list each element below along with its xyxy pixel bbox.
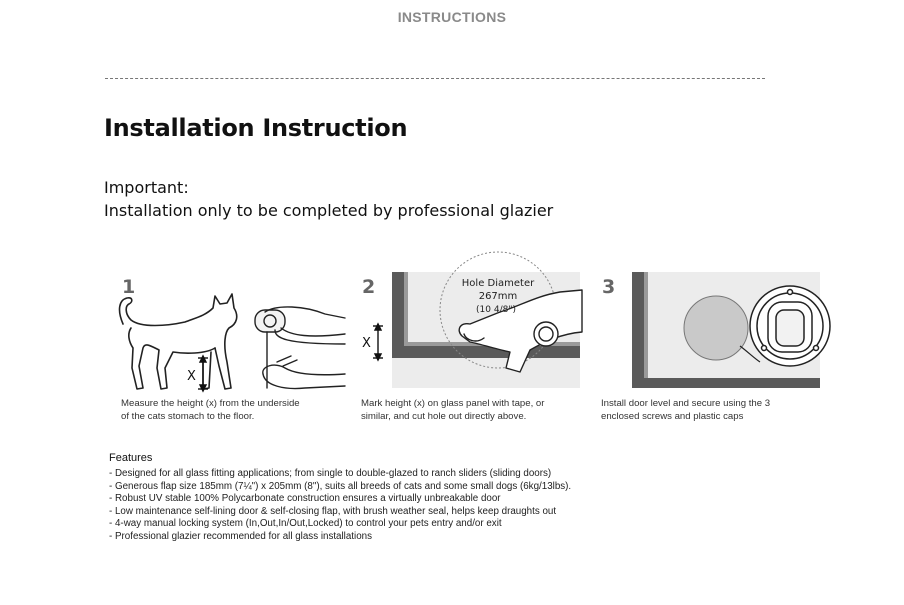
measure-marker-2 xyxy=(373,324,383,360)
cat-door-drawing xyxy=(750,286,830,366)
cut-glass-disc xyxy=(684,296,748,360)
features-section xyxy=(109,452,709,544)
page-header-title: INSTRUCTIONS xyxy=(397,9,507,25)
step-3-illustration xyxy=(630,272,822,390)
step-3-caption: Install door level and secure using the 3 enclosed screws and plastic caps xyxy=(601,398,771,422)
important-notice xyxy=(104,176,553,222)
step-1-number: 1 xyxy=(122,276,136,298)
list-item: - Professional glazier recommended for all glass installations xyxy=(109,530,373,542)
list-item: - 4-way manual locking system (In,Out,In/Out,Locked) to control your pets entry and/or exit xyxy=(109,518,502,530)
step-2-caption: Mark height (x) on glass panel with tape, or similar, and cut hole out directly above. xyxy=(361,398,545,422)
important-text: Installation only to be completed by professional glazier xyxy=(104,201,554,220)
cat-drawing xyxy=(120,294,237,389)
list-item: - Robust UV stable 100% Polycarbonate construction ensures a virtually unbreakable door xyxy=(109,493,501,505)
step-2-number: 2 xyxy=(362,276,376,298)
important-heading: Important: xyxy=(104,178,189,197)
step-1-illustration xyxy=(115,288,345,396)
hand-marking-drawing xyxy=(459,290,582,372)
step-2-illustration xyxy=(360,272,582,390)
features-title: Features xyxy=(109,452,153,464)
step-1-marker: X xyxy=(187,369,196,384)
page-title: Installation Instruction xyxy=(104,114,408,142)
hole-diameter-inches: (10 4/8") xyxy=(476,305,516,315)
list-item: - Low maintenance self-lining door & self-closing flap, with brush weather seal, helps keep draughts out xyxy=(109,505,557,517)
step-1-caption: Measure the height (x) from the underside of the cats stomach to the floor. xyxy=(121,398,300,422)
hands-with-tape-drawing xyxy=(255,307,345,389)
height-measure-marker xyxy=(198,356,208,391)
list-item: - Designed for all glass fitting applications; from single to double-glazed to ranch sliders (sliding doors) xyxy=(109,468,552,479)
step-2-marker: X xyxy=(362,336,371,351)
hole-diameter-mm: 267mm xyxy=(478,291,518,302)
list-item: - Generous flap size 185mm (7¼") x 205mm (8"), suits all breeds of cats and some small dogs (6kg/13lbs). xyxy=(109,480,572,492)
dashed-divider xyxy=(105,78,765,79)
features-list xyxy=(109,468,709,544)
step-3-number: 3 xyxy=(602,276,616,298)
hole-diameter-label: Hole Diameter xyxy=(461,278,535,289)
